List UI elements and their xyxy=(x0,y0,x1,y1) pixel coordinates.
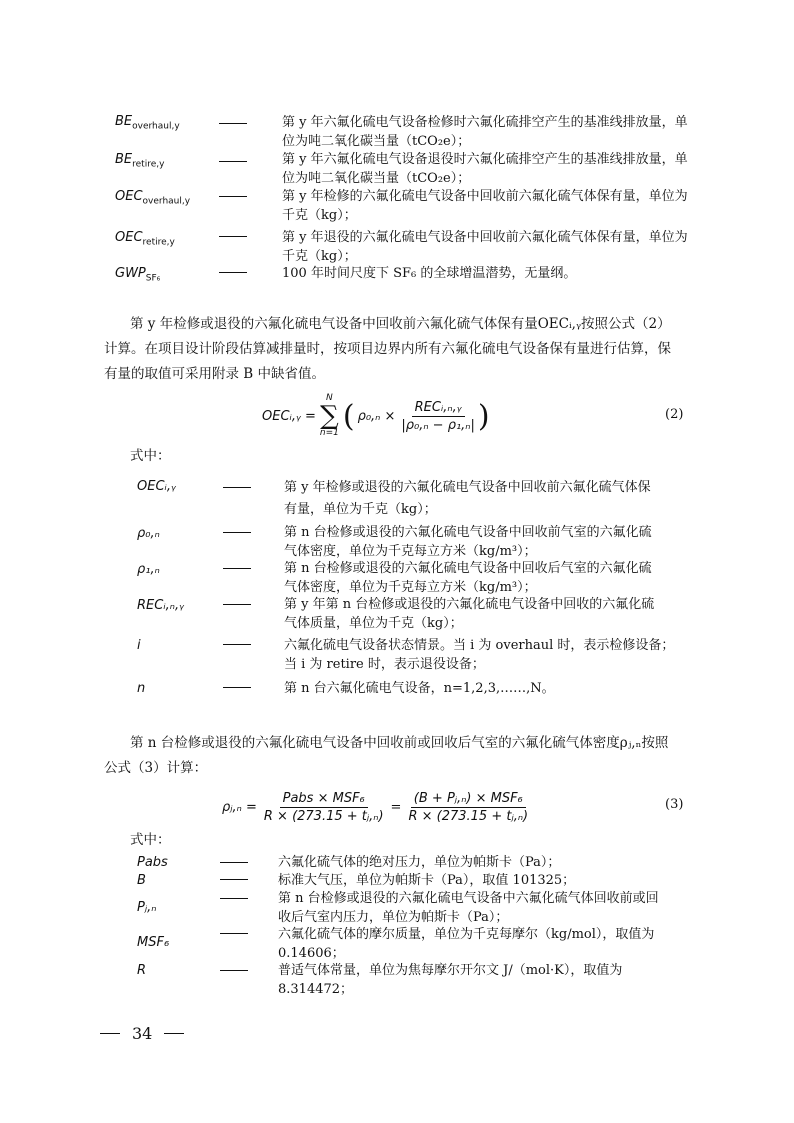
definition-text: 第 y 年退役的六氟化硫电气设备中回收前六氟化硫气体保有量，单位为千克（kg）； xyxy=(282,230,688,264)
paragraph-line: 计算。在项目设计阶段估算减排量时，按项目边界内所有六氟化硫电气设备保有量进行估算，保 xyxy=(104,341,671,357)
equation-lhs: ρⱼ,ₙ = xyxy=(222,799,257,815)
paragraph-line: 第 n 台检修或退役的六氟化硫电气设备中回收前或回收后气室的六氟化硫气体密度ρⱼ,ₙ按照 xyxy=(130,735,669,751)
symbol: ρ₁,ₙ xyxy=(137,562,160,577)
fraction-numerator: RECᵢ,ₙ,ᵧ xyxy=(412,400,465,417)
em-dash xyxy=(223,568,251,569)
paragraph-line: 有量的取值可采用附录 B 中缺省值。 xyxy=(104,366,326,382)
symbol: Pⱼ,ₙ xyxy=(137,900,157,915)
left-paren: ( xyxy=(342,398,355,434)
em-dash xyxy=(223,687,251,688)
symbol-gwp-sf6: $GWP_{SF_6}$ xyxy=(115,266,161,284)
definition-text: 气体密度，单位为千克每立方米（kg/m³）； xyxy=(284,544,537,559)
fraction xyxy=(398,400,477,433)
fraction-denominator: R × (273.15 + tⱼ,ₙ) xyxy=(263,808,384,824)
equation-2 xyxy=(262,390,490,442)
paragraph-line: 公式（3）计算： xyxy=(104,760,208,776)
page-footer xyxy=(100,1024,184,1043)
fraction xyxy=(261,791,387,824)
em-dash xyxy=(220,933,248,934)
symbol: MSF₆ xyxy=(137,935,170,950)
symbol: n xyxy=(137,681,146,696)
symbol: OECᵢ,ᵧ xyxy=(137,479,176,494)
symbol-oec-overhaul: $OEC_{overhaul,y}$ xyxy=(115,189,191,207)
em-dash xyxy=(223,487,251,488)
definition-text: 第 y 年检修的六氟化硫电气设备中回收前六氟化硫气体保有量，单位为千克（kg）； xyxy=(282,189,688,223)
em-dash xyxy=(219,236,247,237)
fraction-numerator: (B + Pⱼ,ₙ) × MSF₆ xyxy=(411,791,526,808)
em-dash xyxy=(220,862,248,863)
page-number: 34 xyxy=(132,1024,153,1043)
sum-lower-limit: n=1 xyxy=(319,428,339,438)
symbol-be-retire: $BE_{retire,y}$ xyxy=(115,152,165,170)
em-dash xyxy=(223,604,251,605)
definition-text: 收后气室内压力，单位为帕斯卡（Pa）； xyxy=(278,910,509,925)
rho-0n-term: ρ₀,ₙ × xyxy=(357,408,396,424)
footer-dash-right xyxy=(164,1033,184,1034)
definition-text: 标准大气压，单位为帕斯卡（Pa），取值 101325； xyxy=(278,873,576,888)
fraction-denominator: R × (273.15 + tⱼ,ₙ) xyxy=(408,808,529,824)
definition-text: 气体密度，单位为千克每立方米（kg/m³）； xyxy=(284,580,537,595)
em-dash xyxy=(220,970,248,971)
paragraph-line: 第 y 年检修或退役的六氟化硫电气设备中回收前六氟化硫气体保有量OECᵢ,ᵧ按照公式（2） xyxy=(130,316,671,332)
summation xyxy=(320,394,339,438)
equation-number: (3) xyxy=(665,797,684,812)
definition-text: 当 i 为 retire 时，表示退役设备； xyxy=(284,657,485,672)
definition-text: 100 年时间尺度下 SF₆ 的全球增温潜势，无量纲。 xyxy=(282,266,577,281)
sigma-symbol: ∑ xyxy=(320,401,339,431)
equals-sign: = xyxy=(390,799,402,815)
em-dash xyxy=(220,898,248,899)
definition-text: 第 y 年六氟化硫电气设备退役时六氟化硫排空产生的基准线排放量，单位为吨二氧化碳当量（tCO₂e）； xyxy=(282,152,688,186)
right-paren: ) xyxy=(477,398,490,434)
definition-text: 六氟化硫电气设备状态情景。当 i 为 overhaul 时，表示检修设备； xyxy=(284,638,675,653)
em-dash xyxy=(219,123,247,124)
em-dash xyxy=(219,272,247,273)
definition-text: 六氟化硫气体的摩尔质量，单位为千克每摩尔（kg/mol），取值为 xyxy=(278,927,655,942)
symbol-be-overhaul: $BE_{overhaul,y}$ xyxy=(115,114,180,132)
definition-text: 第 y 年第 n 台检修或退役的六氟化硫电气设备中回收的六氟化硫 xyxy=(284,597,655,612)
definition-text: 第 n 台检修或退役的六氟化硫电气设备中六氟化硫气体回收前或回 xyxy=(278,891,659,906)
symbol: ρ₀,ₙ xyxy=(137,526,160,541)
fraction-numerator: Pabs × MSF₆ xyxy=(280,791,368,808)
fraction-denominator: |ρ₀,ₙ − ρ₁,ₙ| xyxy=(401,417,475,433)
equation-3 xyxy=(222,785,531,829)
em-dash xyxy=(223,532,251,533)
em-dash xyxy=(219,196,247,197)
symbol-oec-retire: $OEC_{retire,y}$ xyxy=(115,230,175,248)
symbol: i xyxy=(137,638,141,653)
definition-text: 第 y 年检修或退役的六氟化硫电气设备中回收前六氟化硫气体保 xyxy=(284,480,651,495)
symbol: B xyxy=(137,873,146,888)
symbol: Pabs xyxy=(137,855,168,870)
equation-number: (2) xyxy=(665,407,684,422)
definition-text: 8.314472； xyxy=(278,982,354,997)
definition-text: 第 y 年六氟化硫电气设备检修时六氟化硫排空产生的基准线排放量，单位为吨二氧化碳当量（tCO₂e）； xyxy=(282,115,688,149)
sum-upper-limit: N xyxy=(325,393,333,403)
symbol: R xyxy=(137,963,147,978)
definition-text: 气体质量，单位为千克（kg）； xyxy=(284,616,463,631)
definition-text: 第 n 台六氟化硫电气设备，n=1,2,3,……,N。 xyxy=(284,681,555,696)
em-dash xyxy=(223,644,251,645)
definition-text: 有量，单位为千克（kg）； xyxy=(284,502,437,517)
definition-text: 0.14606； xyxy=(278,946,345,961)
fraction xyxy=(405,791,531,824)
definition-text: 第 n 台检修或退役的六氟化硫电气设备中回收后气室的六氟化硫 xyxy=(284,561,652,576)
footer-dash-left xyxy=(100,1033,120,1034)
where-label: 式中： xyxy=(130,832,171,848)
definition-text: 第 n 台检修或退役的六氟化硫电气设备中回收前气室的六氟化硫 xyxy=(284,525,652,540)
symbol: RECᵢ,ₙ,ᵧ xyxy=(137,598,184,613)
definition-text: 六氟化硫气体的绝对压力，单位为帕斯卡（Pa）； xyxy=(278,855,561,870)
em-dash xyxy=(220,879,248,880)
equation-lhs: OECᵢ,ᵧ = xyxy=(262,408,316,424)
where-label: 式中： xyxy=(130,448,171,464)
definition-text: 普适气体常量，单位为焦每摩尔开尔文 J/（mol·K），取值为 xyxy=(278,963,623,978)
em-dash xyxy=(219,161,247,162)
